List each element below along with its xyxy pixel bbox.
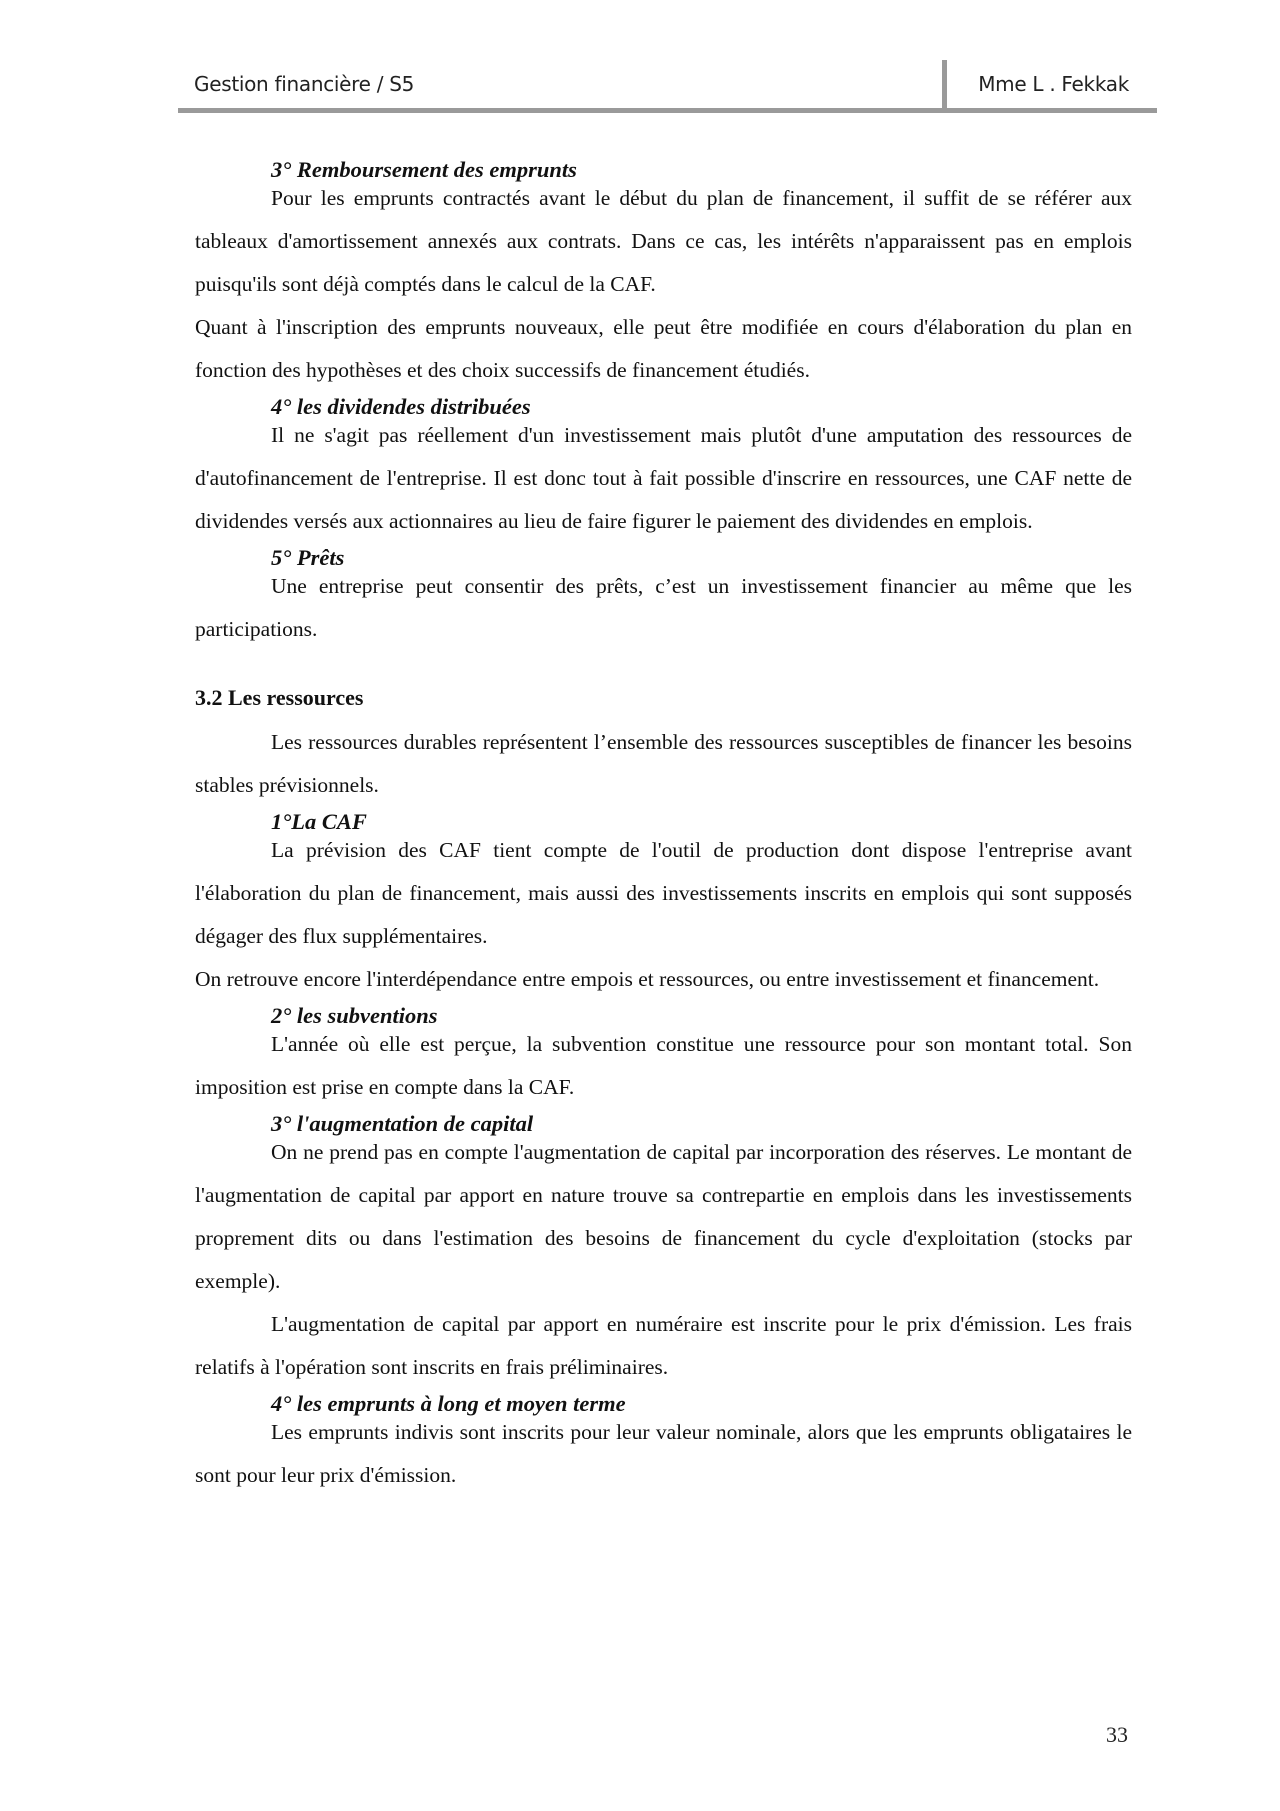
header-rule [178,108,1157,113]
paragraph: L'année où elle est perçue, la subvention constitue une ressource pour son montant total. Son imposition est prise en compte dans la CAF. [195,1032,1132,1099]
subheading: 2° les subventions [271,1003,438,1028]
section-heading: 3.2 Les ressources [195,685,364,710]
subheading: 1°La CAF [271,809,367,834]
paragraph: Il ne s'agit pas réellement d'un investissement mais plutôt d'une amputation des ressources de d'autofinancement de l'entreprise. Il est donc tout à fait possible d'inscrire en ressources, une CAF nette de dividendes versés aux actionnaires au lieu de faire figurer le paiement des dividendes en emplois. [195,423,1132,533]
paragraph: L'augmentation de capital par apport en numéraire est inscrite pour le prix d'émission. Les frais relatifs à l'opération sont inscrits en frais préliminaires. [195,1312,1132,1379]
paragraph: Les ressources durables représentent l’ensemble des ressources susceptibles de financer les besoins stables prévisionnels. [195,730,1132,797]
paragraph: On retrouve encore l'interdépendance entre empois et ressources, ou entre investissement et financement. [195,967,1100,991]
paragraph: La prévision des CAF tient compte de l'outil de production dont dispose l'entreprise avant l'élaboration du plan de financement, mais aussi des investissements inscrits en emplois qui sont supposés dégager des flux supplémentaires. [195,838,1132,948]
page-number: 33 [1106,1722,1128,1747]
header-divider [942,60,947,110]
document-body [195,155,1132,1497]
page-header [178,56,1157,112]
subheading: 3° Remboursement des emprunts [271,157,577,182]
subheading: 4° les emprunts à long et moyen terme [271,1391,626,1416]
subheading: 5° Prêts [271,545,345,570]
paragraph: On ne prend pas en compte l'augmentation de capital par incorporation des réserves. Le montant de l'augmentation de capital par apport en nature trouve sa contrepartie en emplois dans les investissements proprement dits ou dans l'estimation des besoins de financement du cycle d'exploitation (stocks par exemple). [195,1140,1132,1293]
subheading: 3° l'augmentation de capital [271,1111,534,1136]
paragraph: Quant à l'inscription des emprunts nouveaux, elle peut être modifiée en cours d'élaboration du plan en fonction des hypothèses et des choix successifs de financement étudiés. [195,315,1132,382]
section-spacer [195,651,1132,683]
paragraph: Les emprunts indivis sont inscrits pour leur valeur nominale, alors que les emprunts obligataires le sont pour leur prix d'émission. [195,1420,1132,1487]
paragraph: Une entreprise peut consentir des prêts, c’est un investissement financier au même que les participations. [195,574,1132,641]
subheading: 4° les dividendes distribuées [271,394,531,419]
paragraph: Pour les emprunts contractés avant le début du plan de financement, il suffit de se référer aux tableaux d'amortissement annexés aux contrats. Dans ce cas, les intérêts n'apparaissent pas en emplois puisqu'ils sont déjà comptés dans le calcul de la CAF. [195,186,1132,296]
header-author: Mme L . Fekkak [978,72,1129,96]
header-course-title: Gestion financière / S5 [194,72,415,96]
